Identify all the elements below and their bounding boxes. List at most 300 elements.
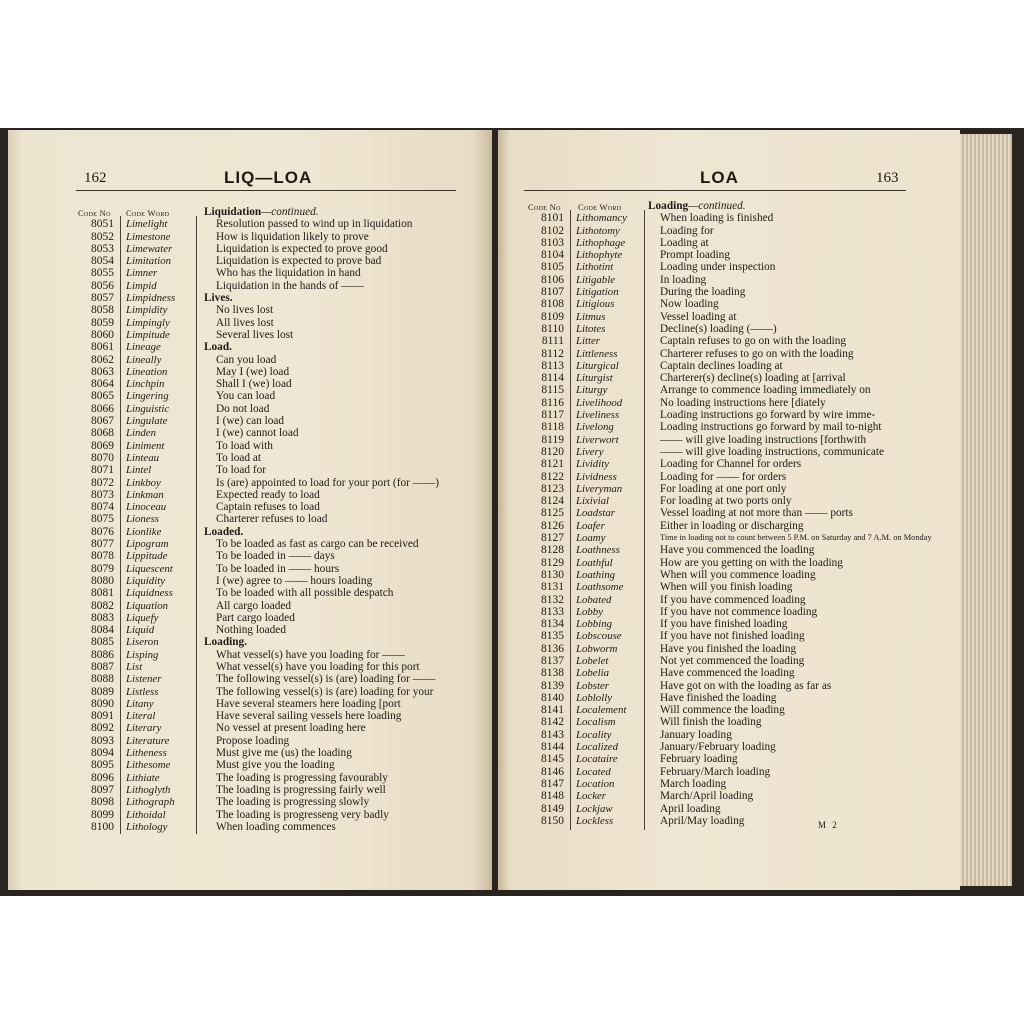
section-heading bbox=[204, 341, 232, 353]
entry-row bbox=[528, 581, 948, 593]
left-page bbox=[8, 130, 492, 890]
entry-row bbox=[528, 384, 948, 396]
code-number: 8079 bbox=[91, 562, 114, 575]
phrase-text bbox=[216, 501, 320, 513]
entry-row bbox=[78, 563, 478, 575]
entry-row bbox=[78, 784, 478, 796]
code-word: Liturgical bbox=[576, 359, 619, 372]
code-number: 8096 bbox=[91, 771, 114, 784]
phrase-main: Not yet commenced the loading bbox=[660, 654, 805, 667]
phrase-text bbox=[660, 483, 786, 495]
code-number: 8068 bbox=[91, 427, 114, 440]
code-word: Lithoglyth bbox=[126, 783, 171, 796]
phrase-text bbox=[660, 643, 796, 655]
phrase-text bbox=[660, 434, 866, 446]
code-number: 8127 bbox=[541, 532, 564, 545]
code-word: Linteau bbox=[126, 451, 159, 464]
entry-row bbox=[528, 606, 948, 618]
entry-row bbox=[78, 341, 478, 353]
code-number: 8104 bbox=[541, 249, 564, 262]
code-word: Lintel bbox=[126, 464, 152, 477]
phrase-main: Resolution passed to wind up in liquidation bbox=[216, 218, 413, 231]
phrase-main: Vessel loading at not more than —— ports bbox=[660, 507, 853, 520]
phrase-main: Load. bbox=[204, 341, 232, 354]
code-number: 8149 bbox=[541, 802, 564, 815]
code-number: 8056 bbox=[91, 279, 114, 292]
entry-row bbox=[528, 569, 948, 581]
entry-row bbox=[528, 655, 948, 667]
phrase-text bbox=[216, 280, 364, 292]
code-number: 8135 bbox=[541, 630, 564, 643]
entry-row bbox=[528, 557, 948, 569]
entry-row bbox=[528, 434, 948, 446]
phrase-text bbox=[660, 237, 709, 249]
code-word: Lithology bbox=[126, 820, 168, 833]
entry-row bbox=[78, 440, 478, 452]
code-word: Limewater bbox=[126, 242, 173, 255]
code-word: Located bbox=[576, 765, 611, 778]
code-number: 8060 bbox=[91, 328, 114, 341]
code-word: Livelong bbox=[576, 421, 614, 434]
phrase-main: —— will give loading instructions, communicate bbox=[660, 445, 885, 458]
code-word: Littleness bbox=[576, 347, 618, 360]
entry-row bbox=[528, 594, 948, 606]
code-number: 8071 bbox=[91, 464, 114, 477]
code-number: 8061 bbox=[91, 341, 114, 354]
left-col-code-no: Code No bbox=[78, 208, 111, 218]
phrase-text bbox=[660, 680, 831, 692]
phrase-main: What vessel(s) have you loading for —— bbox=[216, 648, 405, 661]
left-page-title: LIQ—LOA bbox=[224, 168, 313, 187]
phrase-main: Charterer(s) decline(s) loading at [arrival bbox=[660, 372, 846, 385]
code-number: 8092 bbox=[91, 722, 114, 735]
phrase-text bbox=[660, 360, 783, 372]
entry-row bbox=[528, 803, 948, 815]
code-word: Lobster bbox=[576, 679, 609, 692]
phrase-text bbox=[660, 692, 776, 704]
code-word: Lobworm bbox=[576, 642, 618, 655]
code-word: Litany bbox=[126, 697, 154, 710]
code-number: 8144 bbox=[541, 741, 564, 754]
phrase-main: Loading under inspection bbox=[660, 261, 776, 274]
phrase-text bbox=[216, 796, 369, 808]
entry-row bbox=[78, 280, 478, 292]
entry-row bbox=[78, 722, 478, 734]
entry-row bbox=[78, 809, 478, 821]
code-word: Lithiate bbox=[126, 771, 160, 784]
section-heading bbox=[204, 526, 243, 538]
phrase-text bbox=[216, 563, 339, 575]
code-word: Linguistic bbox=[126, 402, 170, 415]
entry-row bbox=[528, 249, 948, 261]
phrase-main: Loading for Channel for orders bbox=[660, 458, 802, 471]
code-number: 8130 bbox=[541, 568, 564, 581]
phrase-text bbox=[660, 249, 730, 261]
entry-row bbox=[78, 354, 478, 366]
code-word: Liquidity bbox=[126, 574, 165, 587]
phrase-main: Captain refuses to go on with the loading bbox=[660, 335, 847, 348]
code-word: Linchpin bbox=[126, 378, 165, 391]
entry-row bbox=[528, 421, 948, 433]
phrase-main: Charterer refuses to load bbox=[216, 513, 328, 526]
phrase-main: Arrange to commence loading immediately on bbox=[660, 384, 871, 397]
phrase-text bbox=[660, 274, 706, 286]
phrase-text bbox=[660, 655, 804, 667]
entry-row bbox=[528, 729, 948, 741]
phrase-text bbox=[660, 778, 726, 790]
phrase-main: Loading. bbox=[204, 636, 248, 649]
entry-row bbox=[78, 686, 478, 698]
entry-row bbox=[528, 458, 948, 470]
code-number: 8145 bbox=[541, 753, 564, 766]
code-word: Locataire bbox=[576, 753, 618, 766]
phrase-text bbox=[216, 329, 293, 341]
phrase-text bbox=[216, 600, 291, 612]
code-word: Livery bbox=[576, 445, 604, 458]
code-word: Linkman bbox=[126, 488, 164, 501]
phrase-main: No vessel at present loading here bbox=[216, 722, 366, 735]
code-word: Loblolly bbox=[576, 691, 612, 704]
phrase-main: The loading is progressing fairly well bbox=[216, 783, 386, 796]
code-number: 8083 bbox=[91, 611, 114, 624]
phrase-text bbox=[660, 606, 817, 618]
code-number: 8143 bbox=[541, 728, 564, 741]
phrase-text bbox=[660, 372, 846, 384]
code-number: 8101 bbox=[541, 212, 564, 225]
phrase-text bbox=[216, 415, 284, 427]
entry-row bbox=[78, 735, 478, 747]
code-number: 8098 bbox=[91, 796, 114, 809]
phrase-text bbox=[660, 618, 787, 630]
code-word: Lioness bbox=[126, 513, 159, 526]
entry-row bbox=[78, 600, 478, 612]
entry-row bbox=[528, 704, 948, 716]
entry-row bbox=[528, 372, 948, 384]
phrase-main: Captain declines loading at bbox=[660, 359, 783, 372]
phrase-text bbox=[660, 790, 753, 802]
entry-row bbox=[528, 409, 948, 421]
phrase-main: Must give you the loading bbox=[216, 759, 335, 772]
entry-row bbox=[78, 513, 478, 525]
phrase-main: Nothing loaded bbox=[216, 624, 286, 637]
phrase-text bbox=[216, 243, 388, 255]
code-word: Lingulate bbox=[126, 415, 168, 428]
code-number: 8057 bbox=[91, 292, 114, 305]
code-number: 8075 bbox=[91, 513, 114, 526]
code-word: Loathsome bbox=[576, 581, 624, 594]
entry-row bbox=[528, 680, 948, 692]
phrase-main: No loading instructions here [diately bbox=[660, 396, 826, 409]
code-word: Locality bbox=[576, 728, 612, 741]
phrase-text bbox=[216, 427, 299, 439]
code-number: 8067 bbox=[91, 415, 114, 428]
entry-row bbox=[78, 538, 478, 550]
code-number: 8132 bbox=[541, 593, 564, 606]
phrase-text bbox=[216, 772, 388, 784]
phrase-text bbox=[660, 495, 791, 507]
phrase-text bbox=[660, 520, 803, 532]
phrase-text bbox=[660, 458, 801, 470]
phrase-text bbox=[216, 649, 405, 661]
phrase-text bbox=[216, 698, 401, 710]
entry-row bbox=[78, 452, 478, 464]
code-word: Liveryman bbox=[576, 482, 623, 495]
code-number: 8063 bbox=[91, 365, 114, 378]
entry-row bbox=[528, 520, 948, 532]
entry-row bbox=[528, 766, 948, 778]
code-word: Loathness bbox=[576, 544, 620, 557]
code-number: 8051 bbox=[91, 218, 114, 231]
code-word: Liseron bbox=[126, 636, 159, 649]
code-number: 8069 bbox=[91, 439, 114, 452]
phrase-main: I (we) can load bbox=[216, 415, 285, 428]
phrase-main: Either in loading or discharging bbox=[660, 519, 804, 532]
entry-row bbox=[528, 790, 948, 802]
code-number: 8059 bbox=[91, 316, 114, 329]
phrase-main: Liquidation bbox=[204, 206, 262, 218]
code-word: Localement bbox=[576, 704, 627, 717]
code-word: Litigious bbox=[576, 298, 615, 311]
phrase-main: Now loading bbox=[660, 298, 719, 311]
code-number: 8137 bbox=[541, 654, 564, 667]
phrase-main: How is liquidation likely to prove bbox=[216, 230, 369, 243]
code-word: Lipogram bbox=[126, 538, 169, 551]
code-number: 8091 bbox=[91, 710, 114, 723]
right-page-title: LOA bbox=[700, 168, 739, 187]
phrase-main: All lives lost bbox=[216, 316, 274, 329]
left-col-code-word: Code Word bbox=[126, 208, 170, 218]
entry-row bbox=[78, 218, 478, 230]
code-number: 8088 bbox=[91, 673, 114, 686]
code-number: 8107 bbox=[541, 286, 564, 299]
entry-row bbox=[78, 390, 478, 402]
code-number: 8106 bbox=[541, 273, 564, 286]
entry-row bbox=[78, 415, 478, 427]
code-word: Liniment bbox=[126, 439, 165, 452]
phrase-main: Liquidation is expected to prove good bbox=[216, 242, 388, 255]
code-number: 8114 bbox=[541, 372, 564, 385]
entry-row bbox=[528, 753, 948, 765]
phrase-text bbox=[216, 403, 269, 415]
phrase-main: All cargo loaded bbox=[216, 599, 292, 612]
phrase-text bbox=[660, 409, 875, 421]
right-page bbox=[498, 130, 960, 890]
code-number: 8148 bbox=[541, 790, 564, 803]
code-word: Liquescent bbox=[126, 562, 173, 575]
code-number: 8099 bbox=[91, 808, 114, 821]
phrase-text bbox=[216, 821, 336, 833]
entry-row bbox=[78, 243, 478, 255]
code-word: Litotes bbox=[576, 322, 606, 335]
entry-row bbox=[78, 477, 478, 489]
left-page-header bbox=[76, 166, 456, 191]
code-word: Liturgy bbox=[576, 384, 608, 397]
code-number: 8082 bbox=[91, 599, 114, 612]
code-word: Liquid bbox=[126, 624, 155, 637]
entry-row bbox=[528, 643, 948, 655]
entry-row bbox=[528, 446, 948, 458]
code-word: Lobelet bbox=[576, 654, 609, 667]
entry-row bbox=[528, 532, 948, 544]
phrase-text bbox=[660, 667, 795, 679]
code-word: Lithoidal bbox=[126, 808, 166, 821]
phrase-text bbox=[660, 569, 816, 581]
phrase-main: May I (we) load bbox=[216, 365, 290, 378]
phrase-main: Time in loading not to count between 5 P.M. on Saturday and 7 A.M. on Monday bbox=[660, 533, 932, 543]
phrase-text bbox=[660, 630, 805, 642]
entry-row bbox=[78, 366, 478, 378]
code-word: List bbox=[126, 660, 143, 673]
entry-row bbox=[78, 267, 478, 279]
entry-row bbox=[78, 206, 478, 218]
entry-row bbox=[78, 624, 478, 636]
code-word: Liquation bbox=[126, 599, 168, 612]
code-number: 8084 bbox=[91, 624, 114, 637]
phrase-main: When loading is finished bbox=[660, 212, 774, 225]
entry-row bbox=[528, 274, 948, 286]
code-number: 8103 bbox=[541, 236, 564, 249]
phrase-text bbox=[216, 317, 274, 329]
phrase-main: Propose loading bbox=[216, 734, 290, 747]
code-word: Loadstar bbox=[576, 507, 616, 520]
entry-row bbox=[78, 636, 478, 648]
code-word: Lithomancy bbox=[576, 212, 627, 225]
phrase-text bbox=[216, 378, 292, 390]
code-number: 8120 bbox=[541, 445, 564, 458]
code-word: Lithotomy bbox=[576, 224, 620, 237]
code-number: 8116 bbox=[541, 396, 564, 409]
phrase-text bbox=[660, 557, 843, 569]
code-word: Linden bbox=[126, 427, 156, 440]
entry-row bbox=[528, 335, 948, 347]
code-number: 8102 bbox=[541, 224, 564, 237]
section-heading bbox=[648, 200, 746, 212]
phrase-main: I (we) cannot load bbox=[216, 427, 299, 440]
code-number: 8140 bbox=[541, 691, 564, 704]
code-number: 8109 bbox=[541, 310, 564, 323]
section-heading bbox=[204, 636, 247, 648]
code-number: 8146 bbox=[541, 765, 564, 778]
phrase-main: Have you commenced the loading bbox=[660, 544, 815, 557]
code-word: Linoceau bbox=[126, 501, 167, 514]
phrase-text bbox=[216, 587, 393, 599]
phrase-main: For loading at one port only bbox=[660, 482, 787, 495]
entry-row bbox=[528, 348, 948, 360]
code-word: Liverwort bbox=[576, 433, 619, 446]
phrase-text bbox=[660, 286, 745, 298]
code-word: Lippitude bbox=[126, 550, 168, 563]
code-word: Lixivial bbox=[576, 495, 609, 508]
code-word: Loathing bbox=[576, 568, 615, 581]
entry-row bbox=[78, 612, 478, 624]
entry-row bbox=[528, 298, 948, 310]
phrase-main: Can you load bbox=[216, 353, 277, 366]
phrase-main: Loading instructions go forward by mail to-night bbox=[660, 421, 882, 434]
code-number: 8055 bbox=[91, 267, 114, 280]
phrase-main: To load for bbox=[216, 464, 267, 477]
phrase-main: I (we) agree to —— hours loading bbox=[216, 574, 373, 587]
code-number: 8126 bbox=[541, 519, 564, 532]
phrase-main: Captain refuses to load bbox=[216, 501, 320, 514]
code-word: Listless bbox=[126, 685, 159, 698]
phrase-text bbox=[660, 507, 853, 519]
entry-row bbox=[78, 304, 478, 316]
left-page-number: 162 bbox=[84, 170, 107, 186]
code-number: 8086 bbox=[91, 648, 114, 661]
right-page-header bbox=[524, 166, 906, 191]
phrase-main: To be loaded in —— days bbox=[216, 550, 335, 563]
phrase-text bbox=[216, 735, 289, 747]
phrase-text bbox=[660, 729, 732, 741]
phrase-text bbox=[660, 753, 738, 765]
code-number: 8100 bbox=[91, 820, 114, 833]
code-number: 8141 bbox=[541, 704, 564, 717]
phrase-main: To load at bbox=[216, 451, 262, 464]
right-entries bbox=[528, 200, 948, 827]
code-number: 8077 bbox=[91, 538, 114, 551]
entry-row bbox=[78, 427, 478, 439]
continued-note: —continued. bbox=[688, 200, 746, 212]
code-word: Loamy bbox=[576, 532, 606, 545]
phrase-text bbox=[216, 624, 286, 636]
phrase-text bbox=[216, 673, 435, 685]
phrase-text bbox=[660, 766, 770, 778]
code-number: 8117 bbox=[541, 409, 564, 422]
entry-row bbox=[78, 649, 478, 661]
phrase-main: How are you getting on with the loading bbox=[660, 556, 843, 569]
code-number: 8125 bbox=[541, 507, 564, 520]
code-number: 8124 bbox=[541, 495, 564, 508]
phrase-main: Prompt loading bbox=[660, 249, 730, 262]
code-word: Lockjaw bbox=[576, 802, 613, 815]
phrase-main: The following vessel(s) is (are) loading for your bbox=[216, 685, 434, 698]
code-number: 8115 bbox=[541, 384, 564, 397]
code-number: 8072 bbox=[91, 476, 114, 489]
entry-row bbox=[528, 815, 948, 827]
phrase-text bbox=[216, 722, 366, 734]
code-number: 8087 bbox=[91, 660, 114, 673]
phrase-main: To be loaded with all possible despatch bbox=[216, 587, 394, 600]
code-number: 8052 bbox=[91, 230, 114, 243]
phrase-text bbox=[216, 575, 372, 587]
entry-row bbox=[528, 212, 948, 224]
entry-row bbox=[528, 544, 948, 556]
phrase-main: February loading bbox=[660, 753, 738, 766]
code-word: Lingering bbox=[126, 390, 169, 403]
code-number: 8070 bbox=[91, 451, 114, 464]
entry-row bbox=[528, 397, 948, 409]
phrase-text bbox=[216, 809, 389, 821]
entry-row bbox=[78, 661, 478, 673]
entry-row bbox=[528, 630, 948, 642]
continued-note: —continued. bbox=[261, 206, 319, 218]
phrase-main: When loading commences bbox=[216, 820, 336, 833]
code-number: 8113 bbox=[541, 359, 564, 372]
phrase-main: To be loaded as fast as cargo can be received bbox=[216, 538, 419, 551]
code-number: 8064 bbox=[91, 378, 114, 391]
phrase-text bbox=[216, 612, 295, 624]
phrase-text bbox=[216, 513, 327, 525]
code-word: Liturgist bbox=[576, 372, 613, 385]
code-number: 8074 bbox=[91, 501, 114, 514]
section-heading bbox=[204, 206, 319, 218]
code-number: 8097 bbox=[91, 783, 114, 796]
code-word: Lineally bbox=[126, 353, 162, 366]
entry-row bbox=[78, 796, 478, 808]
code-number: 8066 bbox=[91, 402, 114, 415]
phrase-main: If you have finished loading bbox=[660, 618, 788, 631]
phrase-main: Liquidation is expected to prove bad bbox=[216, 255, 382, 268]
